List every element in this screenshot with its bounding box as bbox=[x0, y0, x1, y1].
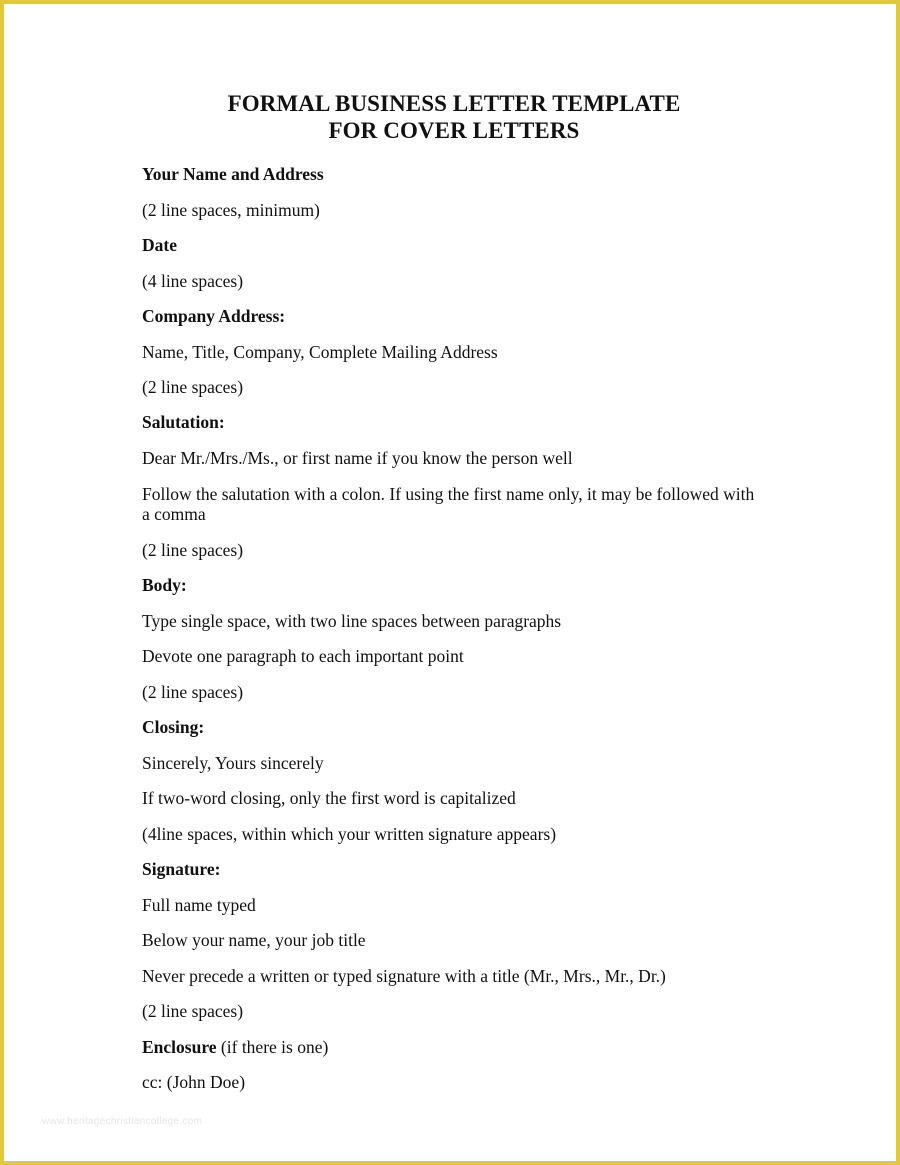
enclosure-heading: Enclosure bbox=[142, 1037, 217, 1057]
salutation-rule-line-2: a comma bbox=[142, 504, 206, 524]
salutation-heading: Salutation: bbox=[142, 412, 225, 432]
closing-rule: If two-word closing, only the first word is capitalized bbox=[142, 788, 516, 808]
spacing-note: (2 line spaces) bbox=[142, 540, 244, 560]
signature-rule-1: Full name typed bbox=[142, 895, 256, 915]
spacing-note: (2 line spaces) bbox=[142, 1001, 244, 1021]
salutation-example: Dear Mr./Mrs./Ms., or first name if you know the person well bbox=[142, 448, 573, 468]
document-title-line-1: FORMAL BUSINESS LETTER TEMPLATE bbox=[227, 91, 681, 116]
body-rule-2: Devote one paragraph to each important point bbox=[142, 646, 464, 666]
company-address-heading: Company Address: bbox=[142, 306, 286, 326]
date-heading: Date bbox=[142, 235, 177, 255]
body-rule-1: Type single space, with two line spaces between paragraphs bbox=[142, 611, 562, 631]
document-title-line-2: FOR COVER LETTERS bbox=[328, 118, 580, 143]
spacing-note: (2 line spaces) bbox=[142, 377, 244, 397]
spacing-note: (4 line spaces) bbox=[142, 271, 244, 291]
signature-heading: Signature: bbox=[142, 859, 221, 879]
spacing-note: (2 line spaces, minimum) bbox=[142, 200, 320, 220]
body-heading: Body: bbox=[142, 575, 187, 595]
your-name-heading: Your Name and Address bbox=[142, 164, 324, 184]
closing-heading: Closing: bbox=[142, 717, 205, 737]
company-address-detail: Name, Title, Company, Complete Mailing Address bbox=[142, 342, 498, 362]
signature-rule-3: Never precede a written or typed signature with a title (Mr., Mrs., Mr., Dr.) bbox=[142, 966, 666, 986]
watermark-text: www.heritagechristiancollege.com bbox=[42, 1116, 203, 1127]
closing-spacing-note: (4line spaces, within which your written signature appears) bbox=[142, 824, 557, 844]
closing-example: Sincerely, Yours sincerely bbox=[142, 753, 324, 773]
signature-rule-2: Below your name, your job title bbox=[142, 930, 366, 950]
salutation-rule-line-1: Follow the salutation with a colon. If using the first name only, it may be followed with bbox=[142, 484, 755, 504]
enclosure-line bbox=[142, 1037, 328, 1057]
cc-line: cc: (John Doe) bbox=[142, 1072, 246, 1092]
enclosure-note: (if there is one) bbox=[216, 1037, 329, 1057]
spacing-note: (2 line spaces) bbox=[142, 682, 244, 702]
